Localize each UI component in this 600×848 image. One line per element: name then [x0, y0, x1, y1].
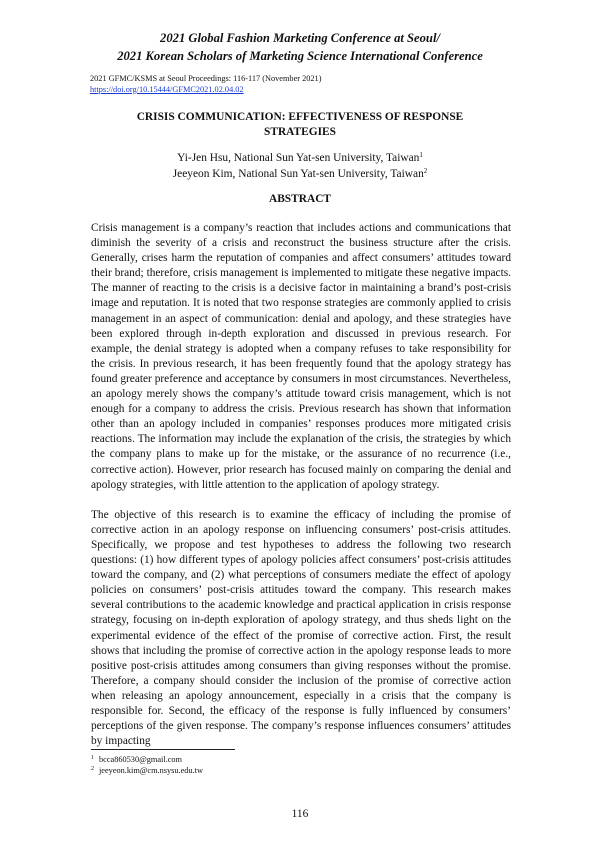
- footnote-1-mark: 1: [91, 755, 94, 761]
- footnote-divider: [91, 749, 235, 750]
- footnote-2-email: jeeyeon.kim@cm.nsysu.edu.tw: [99, 766, 203, 775]
- author-1: [0, 151, 600, 167]
- conference-line-1: 2021 Global Fashion Marketing Conference at Seoul/: [160, 31, 440, 45]
- title-line-2: STRATEGIES: [264, 126, 336, 138]
- proceedings-info: [90, 73, 321, 95]
- author-2: [0, 167, 600, 183]
- footnotes: [91, 754, 203, 776]
- footnote-2: [91, 765, 203, 776]
- page-number: 116: [291, 808, 309, 820]
- paper-title: [0, 110, 600, 140]
- doi-link[interactable]: https://doi.org/10.15444/GFMC2021.02.04.02: [90, 85, 244, 94]
- title-line-1: CRISIS COMMUNICATION: EFFECTIVENESS OF RESPONSE: [136, 111, 464, 123]
- footnote-1: [91, 754, 203, 765]
- author-1-footnote-mark: 1: [419, 151, 423, 159]
- abstract-body: [91, 221, 511, 764]
- footnote-2-mark: 2: [91, 766, 94, 772]
- author-1-name: Yi-Jen Hsu, National Sun Yat-sen University, Taiwan: [177, 152, 420, 164]
- footnote-1-email: bcca860530@gmail.com: [99, 755, 182, 764]
- abstract-heading: ABSTRACT: [268, 193, 332, 205]
- conference-line-2: 2021 Korean Scholars of Marketing Science International Conference: [117, 49, 483, 63]
- conference-header: [0, 29, 600, 65]
- author-2-footnote-mark: 2: [423, 166, 428, 175]
- author-2-name: Jeeyeon Kim, National Sun Yat-sen University, Taiwan: [172, 167, 424, 180]
- author-list: [0, 151, 600, 182]
- proceedings-citation: 2021 GFMC/KSMS at Seoul Proceedings: 116-117 (November 2021): [90, 74, 322, 83]
- abstract-paragraph-2: The objective of this research is to examine the efficacy of including the promise of corrective action in an apology response on influencing consumers’ post-crisis attitudes. Specifically, we propose and test hypotheses to address the following two research questions: (1) how different types of apology policies affect consumers’ post-crisis attitudes toward the company, and (2) what perceptions of consumers mediate the effect of apology policies on consumers’ post-crisis attitudes toward the company. This research makes several contributions to the academic knowledge and practical application in crisis response strategy, focusing on in-depth exploration of apology strategy, and thus sheds light on the experimental evidence of the effect of the promise of corrective action. First, the result shows that including the promise of corrective action in the apology response leads to more positive post-crisis attitudes among consumers than giving responses without the promise. Therefore, a company should consider the inclusion of the promise of corrective action when releasing an apology announcement, especially in a crisis that the company is responsible for. Second, the efficacy of the response is fully influenced by consumers’ perceptions of the given response. The company’s response influences consumers’ attitudes by impacting: [91, 508, 511, 748]
- abstract-paragraph-1: Crisis management is a company’s reaction that includes actions and communications that diminish the severity of a crisis and reconstruct the business structure after the crisis. Generally, crises harm the reputation of companies and affect consumers’ attitudes toward their brand; therefore, crisis management is implemented to mitigate these negative impacts. The manner of reacting to the crisis is a decisive factor in maintaining a brand’s post-crisis image and reputation. It is noted that two response strategies are commonly applied to crisis management in an aspect of communication: denial and apology, and these strategies have been explored through in-depth exploration and discussed in previous research. For example, the denial strategy is adopted when a company refuses to take responsibility for the crisis. In previous research, it has been frequently found that the apology strategy has found greater preference and acceptance by consumers in most circumstances. Nevertheless, an apology merely shows the company’s attitude toward crisis management, which is not enough for a company to address the crisis. Previous research has shown that information other than an apology included in companies’ responses produces more mitigated crisis reactions. The information may include the explanation of the crisis, the strategies by which the company plans to make up for the mistake, or the assurance of no recurrence (i.e., corrective action). However, prior research has focused mainly on comparing the denial and apology strategies, with little attention to the application of apology strategy.: [91, 222, 511, 491]
